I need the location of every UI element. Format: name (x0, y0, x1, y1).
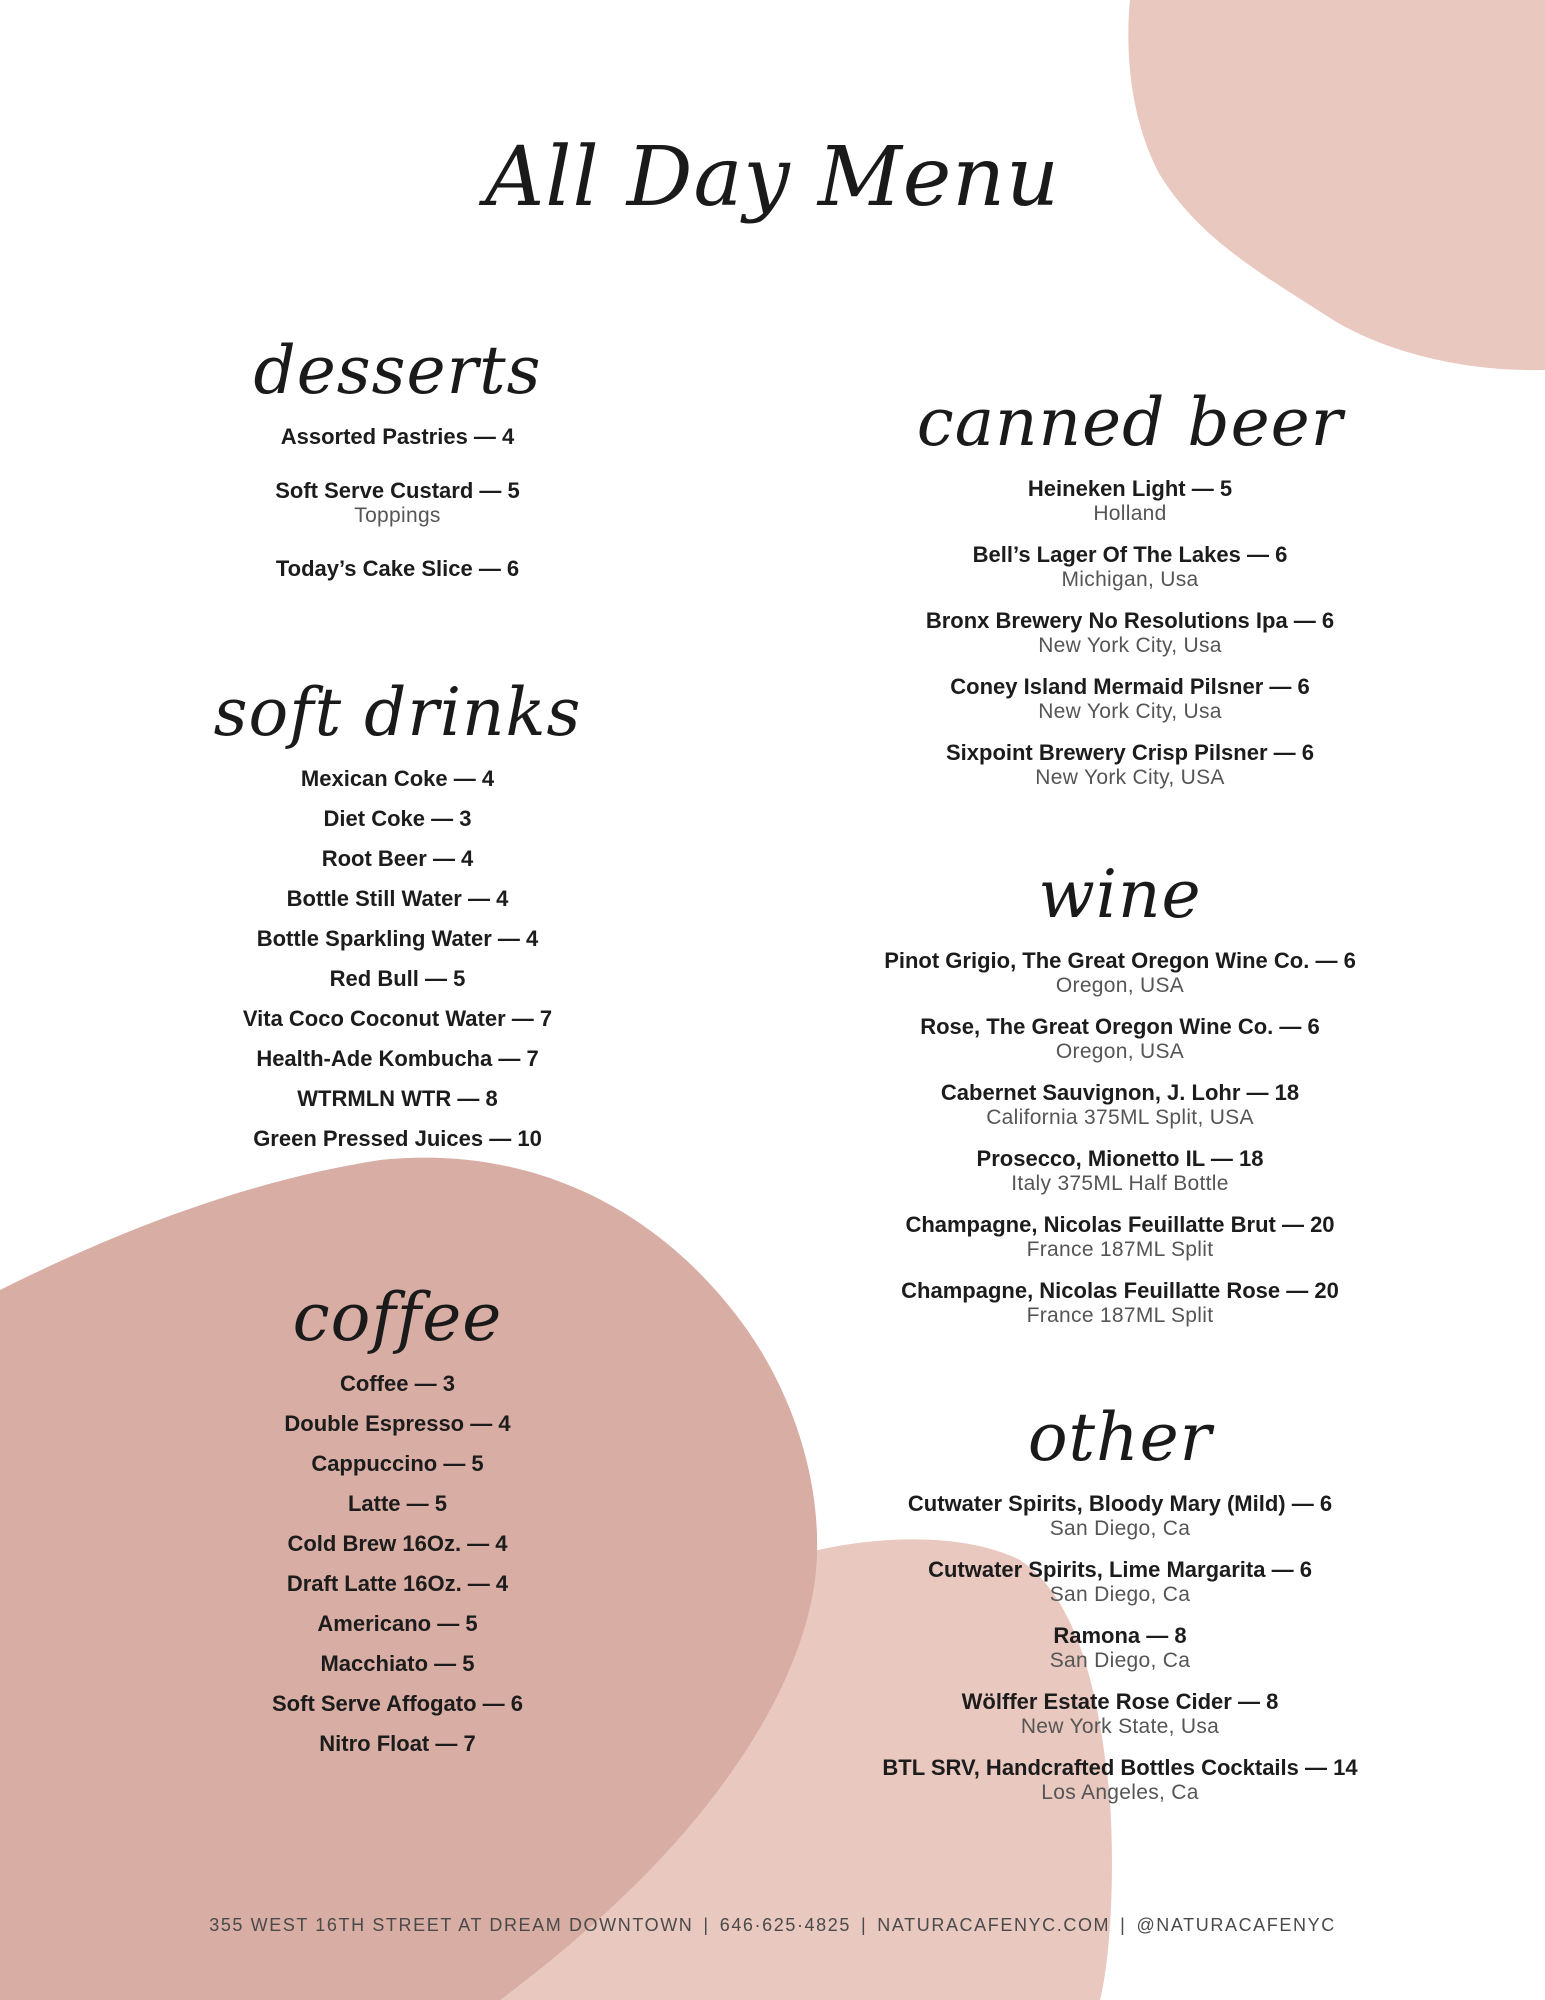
menu-item (195, 846, 600, 872)
section-title-desserts: desserts (253, 332, 542, 409)
item-name: Americano — 5 (317, 1611, 478, 1636)
item-name: Soft Serve Custard — 5 (275, 478, 520, 503)
footer-separator: | (861, 1915, 868, 1935)
menu-item (860, 740, 1400, 790)
item-origin: New York City, Usa (1038, 634, 1222, 657)
item-name: Red Bull — 5 (329, 966, 466, 991)
item-name: Root Beer — 4 (321, 846, 474, 871)
item-origin: France 187ML Split (1026, 1304, 1214, 1327)
item-origin: San Diego, Ca (1049, 1583, 1191, 1606)
item-name: Bell’s Lager Of The Lakes — 6 (972, 542, 1288, 567)
section-desserts (215, 332, 580, 610)
menu-item (215, 1571, 580, 1597)
section-title-wine: wine (1038, 856, 1202, 933)
menu-item (840, 1212, 1400, 1262)
item-name: Coney Island Mermaid Pilsner — 6 (950, 674, 1310, 699)
menu-item (195, 966, 600, 992)
footer-phone[interactable]: 646·625·4825 (719, 1915, 851, 1935)
item-name: Rose, The Great Oregon Wine Co. — 6 (920, 1014, 1320, 1039)
section-other (840, 1399, 1400, 1821)
menu-item (840, 1755, 1400, 1805)
section-wine (840, 856, 1400, 1344)
menu-item (840, 1278, 1400, 1328)
item-origin: San Diego, Ca (1049, 1517, 1191, 1540)
item-name: Cold Brew 16Oz. — 4 (287, 1531, 508, 1556)
menu-item (860, 476, 1400, 526)
item-origin: Los Angeles, Ca (1041, 1781, 1199, 1804)
menu-item (215, 1691, 580, 1717)
menu-item (195, 926, 600, 952)
menu-item (215, 478, 580, 528)
menu-item (195, 1126, 600, 1152)
footer-address: 355 WEST 16TH STREET AT DREAM DOWNTOWN (209, 1915, 694, 1935)
item-name: Bronx Brewery No Resolutions Ipa — 6 (925, 608, 1335, 633)
item-name: Cappuccino — 5 (311, 1451, 484, 1476)
item-origin: California 375ML Split, USA (986, 1106, 1254, 1129)
menu-item (195, 766, 600, 792)
item-name: Vita Coco Coconut Water — 7 (242, 1006, 553, 1031)
item-name: Draft Latte 16Oz. — 4 (286, 1571, 509, 1596)
item-name: Assorted Pastries — 4 (280, 424, 515, 449)
item-name: Latte — 5 (347, 1491, 448, 1516)
menu-item (215, 1371, 580, 1397)
menu-item (860, 674, 1400, 724)
menu-item (215, 1651, 580, 1677)
item-origin: Holland (1093, 502, 1167, 525)
item-name: Double Espresso — 4 (284, 1411, 511, 1436)
item-name: Macchiato — 5 (320, 1651, 475, 1676)
item-name: Coffee — 3 (340, 1371, 455, 1396)
section-coffee (215, 1279, 580, 1771)
item-name: Cabernet Sauvignon, J. Lohr — 18 (940, 1080, 1300, 1105)
menu-item (215, 556, 580, 582)
item-name: BTL SRV, Handcrafted Bottles Cocktails — 14 (882, 1755, 1358, 1780)
item-name: Pinot Grigio, The Great Oregon Wine Co. — 6 (884, 948, 1356, 973)
menu-item (215, 1491, 580, 1517)
item-origin: Italy 375ML Half Bottle (1011, 1172, 1229, 1195)
menu-item (215, 1451, 580, 1477)
footer-separator: | (1120, 1915, 1127, 1935)
item-name: Mexican Coke — 4 (300, 766, 495, 791)
menu-item (840, 948, 1400, 998)
item-origin: New York State, Usa (1020, 1715, 1220, 1738)
item-name: Heineken Light — 5 (1027, 476, 1233, 501)
item-origin: Oregon, USA (1055, 1040, 1185, 1063)
item-name: Health-Ade Kombucha — 7 (256, 1046, 539, 1071)
item-name: Cutwater Spirits, Lime Margarita — 6 (928, 1557, 1312, 1582)
item-origin: Michigan, Usa (1061, 568, 1199, 591)
menu-item (860, 608, 1400, 658)
item-name: Sixpoint Brewery Crisp Pilsner — 6 (945, 740, 1314, 765)
menu-item (215, 1411, 580, 1437)
menu-item (215, 1611, 580, 1637)
item-name: Soft Serve Affogato — 6 (272, 1691, 523, 1716)
menu-item (195, 1006, 600, 1032)
item-name: Cutwater Spirits, Bloody Mary (Mild) — 6 (907, 1491, 1333, 1516)
menu-item (840, 1080, 1400, 1130)
item-name: WTRMLN WTR — 8 (297, 1086, 498, 1111)
item-origin: Toppings (354, 504, 441, 527)
menu-item (195, 1086, 600, 1112)
menu-item (840, 1491, 1400, 1541)
section-title-coffee: coffee (292, 1279, 503, 1356)
menu-item (215, 1731, 580, 1757)
section-title-canned-beer: canned beer (916, 384, 1344, 461)
item-origin: Oregon, USA (1055, 974, 1185, 997)
section-soft-drinks (195, 674, 600, 1166)
item-name: Bottle Sparkling Water — 4 (256, 926, 539, 951)
footer-contact (0, 1915, 1545, 1936)
menu-item (840, 1557, 1400, 1607)
item-name: Today’s Cake Slice — 6 (275, 556, 520, 581)
item-name: Prosecco, Mionetto IL — 18 (976, 1146, 1264, 1171)
item-name: Diet Coke — 3 (323, 806, 472, 831)
section-canned-beer (860, 384, 1400, 806)
item-origin: New York City, USA (1035, 766, 1225, 789)
menu-item (860, 542, 1400, 592)
item-name: Bottle Still Water — 4 (286, 886, 509, 911)
item-origin: San Diego, Ca (1049, 1649, 1191, 1672)
footer-separator: | (703, 1915, 710, 1935)
menu-item (840, 1623, 1400, 1673)
item-origin: New York City, Usa (1038, 700, 1222, 723)
item-name: Champagne, Nicolas Feuillatte Brut — 20 (905, 1212, 1335, 1237)
item-origin: France 187ML Split (1026, 1238, 1214, 1261)
section-title-soft-drinks: soft drinks (213, 674, 582, 751)
menu-item (195, 886, 600, 912)
menu-item (195, 806, 600, 832)
item-name: Champagne, Nicolas Feuillatte Rose — 20 (901, 1278, 1339, 1303)
item-name: Wölffer Estate Rose Cider — 8 (961, 1689, 1279, 1714)
menu-item (840, 1014, 1400, 1064)
menu-item (840, 1146, 1400, 1196)
section-title-other: other (1027, 1399, 1213, 1476)
menu-item (840, 1689, 1400, 1739)
menu-item (215, 424, 580, 450)
item-name: Nitro Float — 7 (319, 1731, 476, 1756)
item-name: Ramona — 8 (1053, 1623, 1187, 1648)
menu-item (195, 1046, 600, 1072)
footer-handle[interactable]: @NATURACAFENYC (1136, 1915, 1336, 1935)
menu-title: All Day Menu (485, 130, 1060, 225)
menu-item (215, 1531, 580, 1557)
item-name: Green Pressed Juices — 10 (253, 1126, 542, 1151)
footer-website[interactable]: NATURACAFENYC.COM (877, 1915, 1111, 1935)
